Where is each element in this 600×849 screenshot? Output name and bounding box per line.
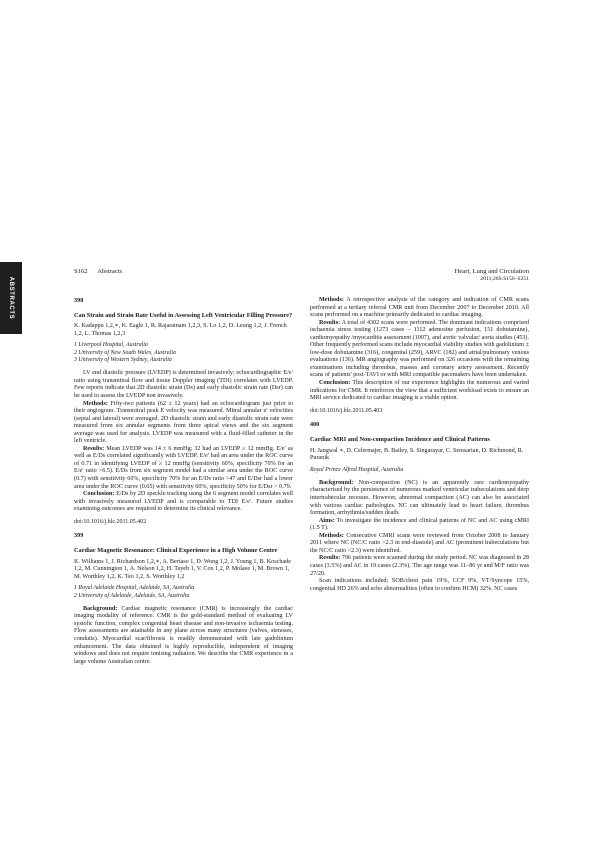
left-column — [74, 297, 293, 666]
abstract-background — [310, 480, 529, 518]
side-tab-label: ABSTRACTS — [8, 276, 14, 320]
section-text: Cardiac magnetic resonance (CMR) is increasingly the cardiac imaging modality of reference. CMR is the gold-standard method of evaluating LV systolic function, complex congenital heart disease and non-invasive ischaemia testing. Flow assessments are attainable in any plane across many structures (valves, stenoses, conduits). Myocardial scar/fibrosis is readily demonstrated with late gadolinium enhancement. The data obtained is highly reproducible, independent of imaging windows and does not require ionising radiation. We describe the CMR experience in a large volume Australian centre. — [74, 605, 293, 665]
abstract-background — [74, 606, 293, 666]
section-label: Methods: — [319, 532, 344, 539]
abstract-number: 399 — [74, 532, 84, 540]
abstract-results — [310, 555, 529, 578]
abstract-authors: H. Jangwal ∗, D. Celermajer, B. Bailey, S. Singarayar, C. Semsarian, D. Richmond, R. Puranik — [310, 447, 524, 462]
section-text: 796 patients were scanned during the study period. NC was diagnosed in 28 cases (3.5%) and AC in 19 cases (2.3%). The age range was 11–86 yr and M/F ratio was 27/20. — [310, 555, 529, 577]
abstract-methods — [310, 533, 529, 556]
abstract-authors: K. Kadappu 1,2,∗, K. Eagle 1, R. Rajaratnam 1,2,3, S. Lo 1,2, D. Leung 1,2, J. French 1,2, L. Thomas 1,2,3 — [74, 323, 287, 337]
abstract-intro: LV end diastolic pressure (LVEDP) is determined invasively; echocardiographic E/e′ ratio using transmitral flow and tissue Doppler imaging (TDI) correlates with LVEDP. Few reports indicate that 2D diastolic strain (Ds) and early diastolic strain rate (Dsr) can be used to assess the LVEDP non invasively. — [74, 370, 293, 399]
abstract-title: Cardiac MRI and Non-compaction Incidence and Clinical Patterns — [310, 435, 490, 443]
abstract-results — [310, 320, 529, 380]
journal-citation: 2011;20S:S156–S251 — [480, 275, 529, 282]
doi-link[interactable]: doi:10.1016/j.hlc.2011.05.403 — [310, 407, 383, 414]
affiliations — [74, 342, 293, 364]
abstract-methods — [310, 297, 529, 320]
section-label: Results: — [83, 445, 105, 452]
affiliation: 1 Royal Adelaide Hospital, Adelaide, SA, Australia — [74, 585, 195, 592]
affiliation: 3 University of Western Sydney, Australia — [74, 357, 172, 364]
right-column — [310, 297, 529, 593]
doi-link[interactable]: doi:10.1016/j.hlc.2011.05.402 — [74, 518, 147, 525]
section-label: Background: — [83, 605, 118, 612]
section-text: A retrospective analysis of the category and indication of CMR scans performed at a tertiary referral CMR unit from December 2007 to December 2010. All scans performed on a machine primarily dedicated to cardiac imaging. — [310, 297, 530, 319]
abstract-aims — [310, 518, 529, 533]
section-text: E/Ds by 2D speckle tracking using the 6 segment model correlates well with invasively measured LVEDP and is comparable to TDI E/e′. Future studies examining outcomes are required to determine its clinical relevance. — [74, 491, 293, 513]
abstract-title: Cardiac Magnetic Resonance: Clinical Experience in a High Volume Centre — [74, 546, 278, 554]
affiliation: 1 Liverpool Hospital, Australia — [74, 342, 148, 349]
affiliations — [74, 585, 293, 600]
section-text: To investigate the incidence and clinical patterns of NC and AC using cMRI (1.5 T). — [310, 517, 529, 532]
section-label: Methods: — [83, 400, 108, 407]
abstract-title: Can Strain and Strain Rate Useful in Assessing Left Ventricular Filling Pressure? — [74, 311, 293, 319]
section-label: Background: — [319, 479, 354, 486]
abstract-number: 398 — [74, 297, 84, 304]
section-label: Conclusion: — [319, 380, 351, 387]
section-text: This description of our experience highlights the numerous and varied indications for CMR. It reinforces the view that a sufficient workload exists to ensure an MRI service dedicated to cardiac imaging is a viable option. — [310, 380, 529, 402]
section-text: Consecutive CMRI scans were reviewed from October 2008 to January 2011 where NC (NC/C ratio >2.3 in end-diastole) and AC (prominent trabeculations but the NC/C ratio <2.3) were identified. — [310, 532, 529, 554]
affiliation: Royal Prince Alfred Hospital, Australia — [310, 466, 404, 473]
section-text: Mean LVEDP was 14 ± 6 mmHg; 32 had an LVEDP ≥ 12 mmHg. E/e′ as well as E/Ds correlated significantly with LVEDP. E/e′ had an area under the ROC curve of 0.71 in identifying LVEDP of ≥ 12 mmHg (sensitivity 60%, specificity 70% for an E/e′ ratio >6.5). E/Ds from six segment model had a similar area under the ROC curve (0.7) with sensitivity 60%, specificity 70% for an E/Ds ratio >47 and E/Dsr had a lower area under the ROC curve (0.65) with sensitivity 60%, specificity 50% for E/Dsr > 0.79. — [74, 445, 293, 490]
journal-name: Heart, Lung and Circulation — [454, 268, 529, 275]
section-label: Results: — [319, 319, 341, 326]
abstract-results — [74, 446, 293, 491]
section-label: Conclusion: — [83, 491, 115, 498]
section-text: Fifty-two patients (62 ± 12 years) had an echocardiogram just prior to their angiogram. Transmitral peak E velocity was measured. Mitral annular e′ velocities (septal and lateral) were averaged. 2D diastolic strain and early diastolic strain rate were measured from six annular segments from three apical views and the six segment average was used for analysis. LVEDP was measured with a fluid-filled catheter in the left ventricle. — [74, 400, 293, 445]
section-name: Abstracts — [97, 268, 123, 275]
section-text: A total of 4302 scans were performed. The dominant indications comprised ischaemia stress testing (1273 cases – 1112 adenosine perfusion, 151 dobutamine), cardiomyopathy /myocarditis assessment (1007), and aortic valvular/ aorta studies (453). Other frequently performed scans include myocardial viability studies with gadolinium ± low-dose dobutamine (316), congenital (259), ARVC (182) and atrial/pulmonary venous evaluations (136). MR angiography was performed on 326 occasions with the remaining examinations including thrombus, masses and coronary artery assessment. Recently scans of patients' post-TAVI or with MRI compatible pacemakers have been undertaken. — [310, 319, 529, 379]
affiliations — [310, 467, 529, 474]
page-number: S162 — [74, 268, 88, 275]
abstract-number: 400 — [310, 421, 320, 429]
section-label: Aims: — [319, 517, 335, 524]
affiliation: 2 University of New South Wales, Australia — [74, 349, 176, 356]
abstract-methods — [74, 401, 293, 446]
abstract-results-continued: Scan indications included; SOB/chest pain 19%, CCF 9%, VT/Syncope 15%, congenital HD 26% and echo abnormalities (often to confirm HCM) 32%. NC cases — [310, 578, 529, 592]
affiliation: 2 University of Adelaide, Adelaide, SA, Australia — [74, 592, 190, 599]
section-label: Results: — [319, 555, 341, 562]
abstracts-side-tab — [0, 262, 22, 334]
section-label: Methods: — [319, 297, 344, 303]
abstract-authors: K. Williams 1, J. Richardson 1,2,∗, A. Bertaso 1, D. Wong 1,2, J. Young 1, B. Koschade 1,2, M. Cunnington 1, A. Nelson 1,2, H. Tayeb 1, V. Cox 1,2, P. Molaee 1, M. Brown 1, M. Worthley 1,2, K. Teo 1,2, S. Worthley 1,2 — [74, 558, 291, 580]
section-text: Non-compaction (NC) is an apparently rare cardiomyopathy characterised by the persistence of numerous marked ventricular trabeculations and deep intertrabecular recesses. However, abnormal compaction (AC) can also be associated with various cardiac pathologies. NC can ultimately lead to heart failure, thrombus formation, arrhythmia/sudden death. — [310, 479, 529, 517]
abstract-conclusion — [74, 491, 293, 514]
abstract-conclusion — [310, 380, 529, 403]
